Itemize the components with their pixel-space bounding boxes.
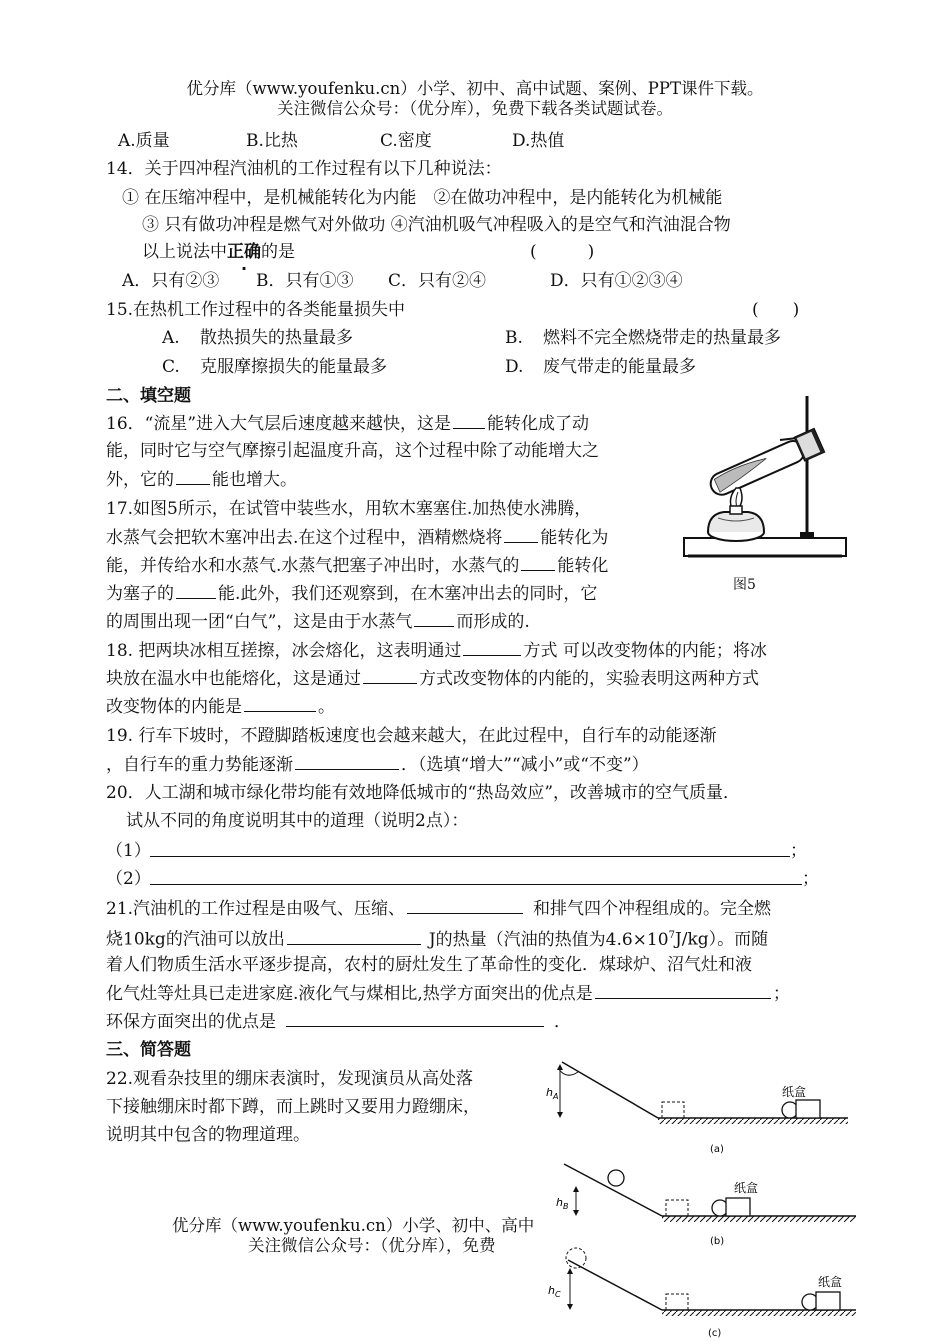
q18-line-2 (106, 665, 759, 692)
q15-option-b-text: 燃料不完全燃烧带走的热量最多 (543, 328, 781, 348)
q15-option-d-label: D. (505, 357, 524, 377)
header-line-2: 关注微信公众号：（优分库），免费下载各类试题试卷。 (277, 99, 673, 118)
q16-line-3 (106, 466, 297, 493)
q14-prompt (142, 239, 295, 265)
q18-text-1b: 方式 可以改变物体的内能；将冰 (523, 641, 767, 661)
q21-blank-3[interactable] (595, 980, 771, 999)
q18-text-2a: 块放在温水中也能熔化，这是通过 (106, 669, 361, 689)
ramp-b (556, 1164, 856, 1247)
q21-text-2a: 烧10kg的汽油可以放出 (106, 929, 285, 950)
q19-line-2 (106, 751, 649, 778)
q16-line-2: 能，同时它与空气摩擦引起温度升高，这个过程中除了动能增大之 (106, 441, 599, 461)
q18-blank-2[interactable] (363, 665, 417, 684)
q17-line-1: 17.如图5所示，在试管中装些水，用软木塞塞住.加热使水沸腾， (106, 499, 592, 519)
q16-blank-1[interactable] (453, 410, 485, 429)
q18-text-3b: 。 (318, 697, 335, 717)
q18-text-2b: 方式改变物体的内能的，实验表明这两种方式 (419, 669, 759, 689)
section-title-fill-in: 二、填空题 (106, 386, 191, 406)
q17-line-2 (106, 524, 608, 551)
q19-text-2b: ．（选填“增大”“减小”或“不变”） (401, 755, 649, 775)
q21-blank-4[interactable] (286, 1008, 544, 1027)
q21-text-4b: ； (772, 984, 790, 1004)
q18-text-1a: 18. 把两块冰相互搓擦，冰会熔化，这表明通过 (106, 641, 462, 661)
q13-option-c: C.密度 (380, 131, 432, 151)
q20-answer-1-end: ； (790, 841, 807, 861)
q17-text-5b: 而形成的. (456, 612, 530, 632)
q15-option-a-text: 散热损失的热量最多 (200, 328, 353, 348)
q14-prompt-pre: 以上说法中 (142, 242, 227, 262)
q15-answer-paren: ( ) (752, 300, 800, 320)
ramp-a-box-label: 纸盒 (782, 1085, 807, 1099)
q20-answer-2-line[interactable] (150, 884, 802, 885)
q13-option-b: B.比热 (246, 131, 298, 151)
q22-line-2: 下接触绷床时都下蹲，而上跳时又要用力蹬绷床， (106, 1097, 480, 1117)
q15-stem: 15.在热机工作过程中的各类能量损失中 (106, 300, 406, 320)
q16-text-1a: 16．“流星”进入大气层后速度越来越快，这是 (106, 414, 452, 434)
q21-line-1 (106, 895, 771, 922)
q21-text-5b: ． (554, 1012, 571, 1032)
q20-answer-2-end: ； (802, 869, 819, 889)
footer-line-2: 关注微信公众号：（优分库），免费 (248, 1236, 496, 1255)
q16-text-1b: 能转化成了动 (487, 414, 590, 434)
q13-option-a: A.质量 (118, 131, 170, 151)
q18-text-3a: 改变物体的内能是 (106, 697, 242, 717)
q17-blank-3[interactable] (176, 580, 216, 599)
q17-line-4 (106, 580, 597, 607)
q20-answer-1-label: （1） (106, 841, 151, 861)
q17-line-3 (106, 552, 608, 579)
ramp-c-box-label: 纸盒 (818, 1275, 843, 1289)
ramp-c (548, 1248, 856, 1339)
q16-text-3b: 能也增大。 (212, 470, 297, 490)
section-title-short-answer: 三、简答题 (106, 1040, 191, 1060)
q18-line-3 (106, 693, 335, 720)
q20-answer-1-line[interactable] (150, 856, 790, 857)
q14-stem: 14．关于四冲程汽油机的工作过程有以下几种说法： (106, 159, 502, 179)
q21-line-4 (106, 980, 790, 1007)
header-line-1: 优分库（www.youfenku.cn）小学、初中、高中试题、案例、PPT课件下载。 (186, 79, 764, 98)
q21-blank-2[interactable] (287, 926, 421, 945)
q20-line-2: 试从不同的角度说明其中的道理（说明2点）： (126, 811, 469, 831)
ramp-b-height-label: $h_B$ (556, 1196, 569, 1211)
q21-text-1a: 21.汽油机的工作过程是由吸气、压缩、 (106, 899, 406, 919)
q15-option-c-label: C. (162, 357, 180, 377)
q17-blank-1[interactable] (504, 524, 538, 543)
q16-blank-2[interactable] (176, 466, 210, 485)
ramp-b-caption: (b) (710, 1236, 725, 1247)
q22-line-1: 22.观看杂技里的绷床表演时，发现演员从高处落 (106, 1069, 474, 1089)
q15-option-b-label: B. (505, 328, 523, 348)
q20-line-1: 20．人工湖和城市绿化带均能有效地降低城市的“热岛效应”，改善城市的空气质量． (106, 783, 741, 803)
q21-line-2 (106, 923, 768, 953)
fig5-apparatus-image (680, 392, 850, 564)
q17-line-5 (106, 608, 530, 635)
ramp-c-caption: (c) (708, 1328, 722, 1339)
q17-text-4a: 为塞子的 (106, 584, 174, 604)
q18-blank-1[interactable] (463, 637, 521, 656)
footer-line-1: 优分库（www.youfenku.cn）小学、初中、高中 (172, 1216, 535, 1235)
q14-statement-1-2: ① 在压缩冲程中，是机械能转化为内能 ②在做功冲程中，是内能转化为机械能 (122, 188, 723, 208)
q14-prompt-emphasis: 正确 (227, 242, 261, 262)
q21-text-2c: J/kg）。而随 (674, 929, 769, 950)
q21-text-4a: 化气灶等灶具已走进家庭.液化气与煤相比,热学方面突出的优点是 (106, 984, 593, 1004)
q20-answer-2-label: （2） (106, 869, 151, 889)
q14-option-a: A．只有②③ (122, 271, 220, 291)
q14-option-b: B．只有①③ (256, 271, 354, 291)
ramp-a (546, 1062, 848, 1155)
q21-line-5 (106, 1008, 571, 1035)
ramp-c-height-label: $h_C$ (548, 1284, 561, 1299)
q21-line-3: 着人们物质生活水平逐步提高，农村的厨灶发生了革命性的变化．煤球炉、沼气灶和液 (106, 955, 752, 975)
q14-statement-3-4: ③ 只有做功冲程是燃气对外做功 ④汽油机吸气冲程吸入的是空气和汽油混合物 (142, 215, 731, 235)
q19-blank-2[interactable] (295, 751, 399, 770)
ramp-experiment-figure (538, 1060, 864, 1342)
q14-option-c: C．只有②④ (388, 271, 487, 291)
q22-line-3: 说明其中包含的物理道理。 (106, 1125, 310, 1145)
ramp-a-caption: (a) (710, 1144, 724, 1155)
q17-text-3a: 能，并传给水和水蒸气.水蒸气把塞子冲出时，水蒸气的 (106, 556, 520, 576)
q21-text-2b: J的热量（汽油的热值为4.6×10 (428, 929, 669, 950)
q15-option-a-label: A. (162, 328, 180, 348)
q17-text-2a: 水蒸气会把软木塞冲出去.在这个过程中，酒精燃烧将 (106, 528, 503, 548)
q13-option-d: D.热值 (512, 131, 565, 151)
q17-text-4b: 能.此外，我们还观察到，在木塞冲出去的同时，它 (218, 584, 598, 604)
ramp-b-box-label: 纸盒 (734, 1181, 759, 1195)
ramp-a-height-label: $h_A$ (546, 1086, 559, 1101)
q19-line-1: 19. 行车下坡时，不蹬脚踏板速度也会越来越大，在此过程中，自行车的动能逐渐 (106, 726, 717, 746)
q18-line-1 (106, 637, 767, 664)
q16-text-3a: 外，它的 (106, 470, 174, 490)
q15-option-c-text: 克服摩擦损失的能量最多 (200, 357, 387, 377)
fig5-caption: 图5 (733, 577, 756, 593)
q16-line-1 (106, 410, 589, 437)
q15-option-d-text: 废气带走的能量最多 (543, 357, 696, 377)
q17-blank-2[interactable] (521, 552, 555, 571)
q17-text-2b: 能转化为 (540, 528, 609, 548)
q17-text-3b: 能转化 (557, 556, 609, 576)
q14-option-d: D．只有①②③④ (550, 271, 683, 291)
q21-exponent: 7 (668, 930, 675, 941)
q17-blank-4[interactable] (414, 608, 454, 627)
q19-text-2a: ，自行车的重力势能逐渐 (106, 755, 293, 775)
q17-text-5a: 的周围出现一团“白气”，这是由于水蒸气 (106, 612, 413, 632)
q21-blank-1[interactable] (407, 895, 523, 914)
q18-blank-3[interactable] (244, 693, 316, 712)
q21-text-5a: 环保方面突出的优点是 (106, 1012, 276, 1032)
q14-prompt-post: 的是 (261, 242, 295, 262)
q14-answer-paren: ( ) (530, 242, 595, 262)
q21-text-1b: 和排气四个冲程组成的。完全燃 (533, 899, 772, 919)
